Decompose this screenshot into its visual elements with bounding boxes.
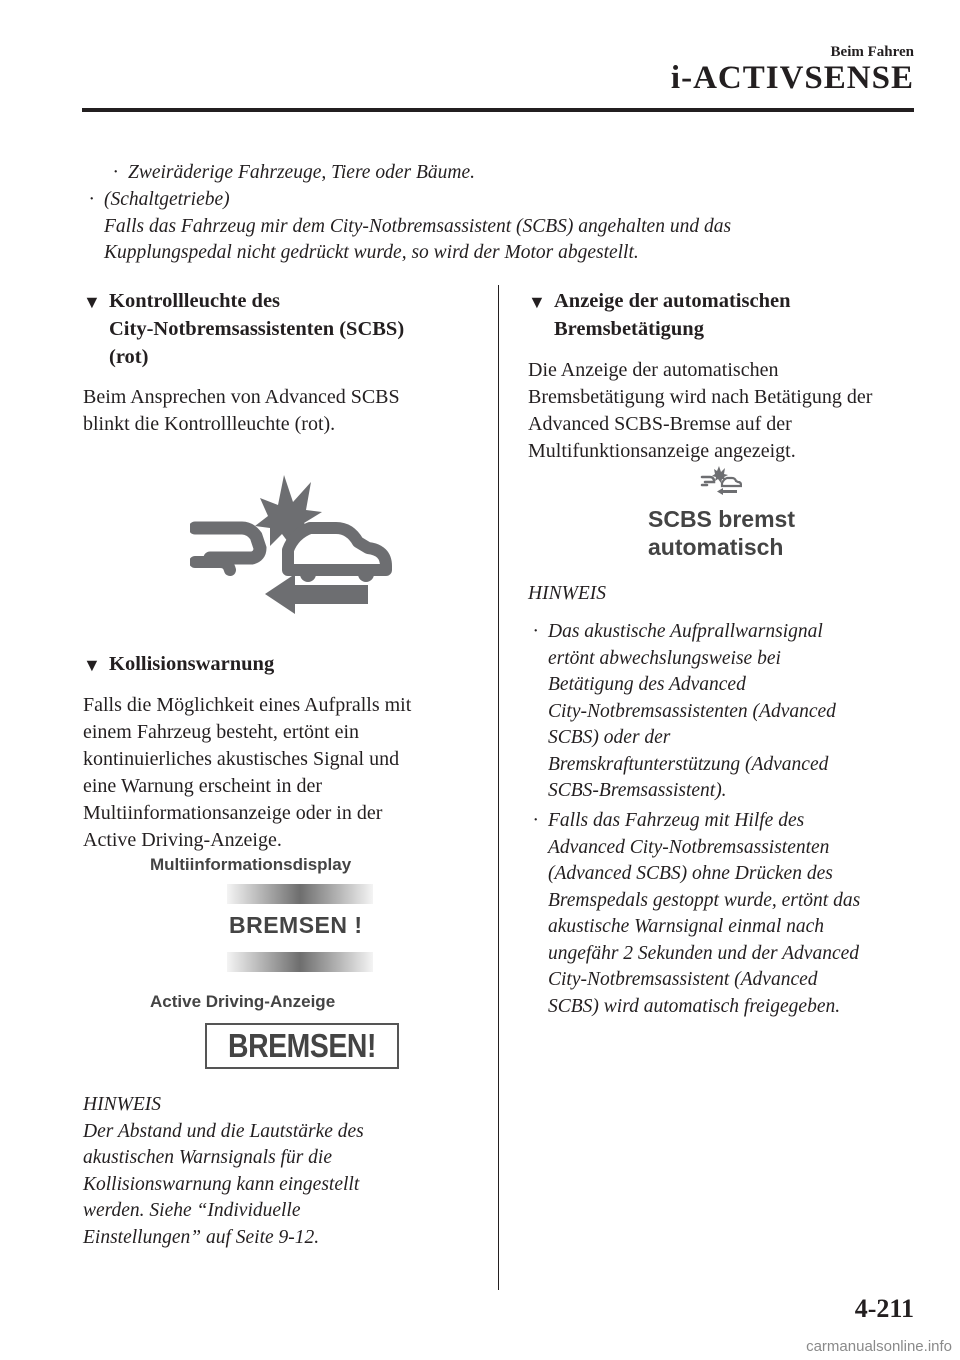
triangle-marker: ▼ <box>83 655 101 675</box>
scbs-collision-warning-icon <box>190 470 400 620</box>
note-right-bullet-1: · Das akustische Aufprallwarnsignal ertönt abwechslungsweise bei Betätigung des Advanced City-Notbremsassistenten (Advanced SCBS) oder der Bremskraftunterstützung (Advanced SCBS-Bremsassistent). <box>533 621 836 801</box>
triangle-marker: ▼ <box>528 292 546 312</box>
note-right-bullet-2: · Falls das Fahrzeug mit Hilfe des Advanced City-Notbremsassistenten (Advanced SCBS) ohne Drücken des Bremspedals gestoppt wurde, ertönt das akustische Warnsignal einmal nach ungefähr 2 Sekunden und der Advanced City-Notbremsassistent (Advanced SCBS) wird automatisch freigegeben. <box>533 810 861 1017</box>
adi-warning-text: BREMSEN! <box>228 1027 376 1064</box>
mid-warning-text: BREMSEN ! <box>229 912 363 938</box>
bullet-dot: · <box>89 189 94 210</box>
display-bar-top <box>227 884 373 904</box>
sub-bullet: · Zweiräderige Fahrzeuge, Tiere oder Bäume. <box>128 160 475 187</box>
scbs-brake-small-icon <box>700 465 742 497</box>
bullet-title: (Schaltgetriebe) <box>104 189 230 210</box>
note-title-right: HINWEIS <box>528 583 606 604</box>
heading-auto-brake-display: ▼ Anzeige der automatischen Bremsbetätigung <box>528 290 791 340</box>
triangle-marker: ▼ <box>83 292 101 312</box>
manual-transmission-bullet: · (Schaltgetriebe) Falls das Fahrzeug mir dem City-Notbremsassistent (SCBS) angehalten und das Kupplungspedal nicht gedrückt wurde, so wird der Motor abgestellt. <box>104 187 904 267</box>
heading-collision-warning: ▼ Kollisionswarnung <box>109 650 274 678</box>
section-label: Beim Fahren <box>830 44 914 60</box>
page-number: 4-211 <box>854 1294 914 1323</box>
paragraph-collision-warning: Falls die Möglichkeit eines Aufpralls mit einem Fahrzeug besteht, ertönt ein kontinuierliches akustisches Signal und eine Warnung erscheint in der Multiinformationsanzeige oder in der Active Driving-Anzeige. <box>83 694 412 851</box>
column-divider <box>498 285 499 1290</box>
note-left: HINWEIS Der Abstand und die Lautstärke des akustischen Warnsignals für die Kollisionswarnung kann eingestellt werden. Siehe “Individuelle Einstellungen” auf Seite 9-12. <box>83 1094 364 1248</box>
label-active-driving-display: Active Driving-Anzeige <box>150 992 336 1011</box>
auto-brake-display-text: SCBS bremst automatisch <box>648 506 795 560</box>
bullet-dot: · <box>113 162 118 183</box>
paragraph-auto-brake-display: Die Anzeige der automatischen Bremsbetätigung wird nach Betätigung der Advanced SCBS-Bremse auf der Multifunktionsanzeige angezeigt. <box>528 359 873 462</box>
chapter-title: i-ACTIVSENSE <box>670 60 914 96</box>
paragraph-warning-light: Beim Ansprechen von Advanced SCBS blinkt die Kontrollleuchte (rot). <box>83 386 400 435</box>
bullet-dot: · <box>533 621 538 642</box>
header-rule <box>82 108 914 112</box>
heading-scbs-warning-light: ▼ Kontrollleuchte des City-Notbremsassistenten (SCBS) (rot) <box>83 290 405 368</box>
note-title: HINWEIS <box>83 1094 161 1115</box>
bullet-dot: · <box>533 810 538 831</box>
watermark: carmanualsonline.info <box>806 1338 952 1355</box>
adi-warning-box <box>205 1023 399 1069</box>
display-bar-bottom <box>227 952 373 972</box>
label-multiinformation-display: Multiinformationsdisplay <box>150 855 352 874</box>
